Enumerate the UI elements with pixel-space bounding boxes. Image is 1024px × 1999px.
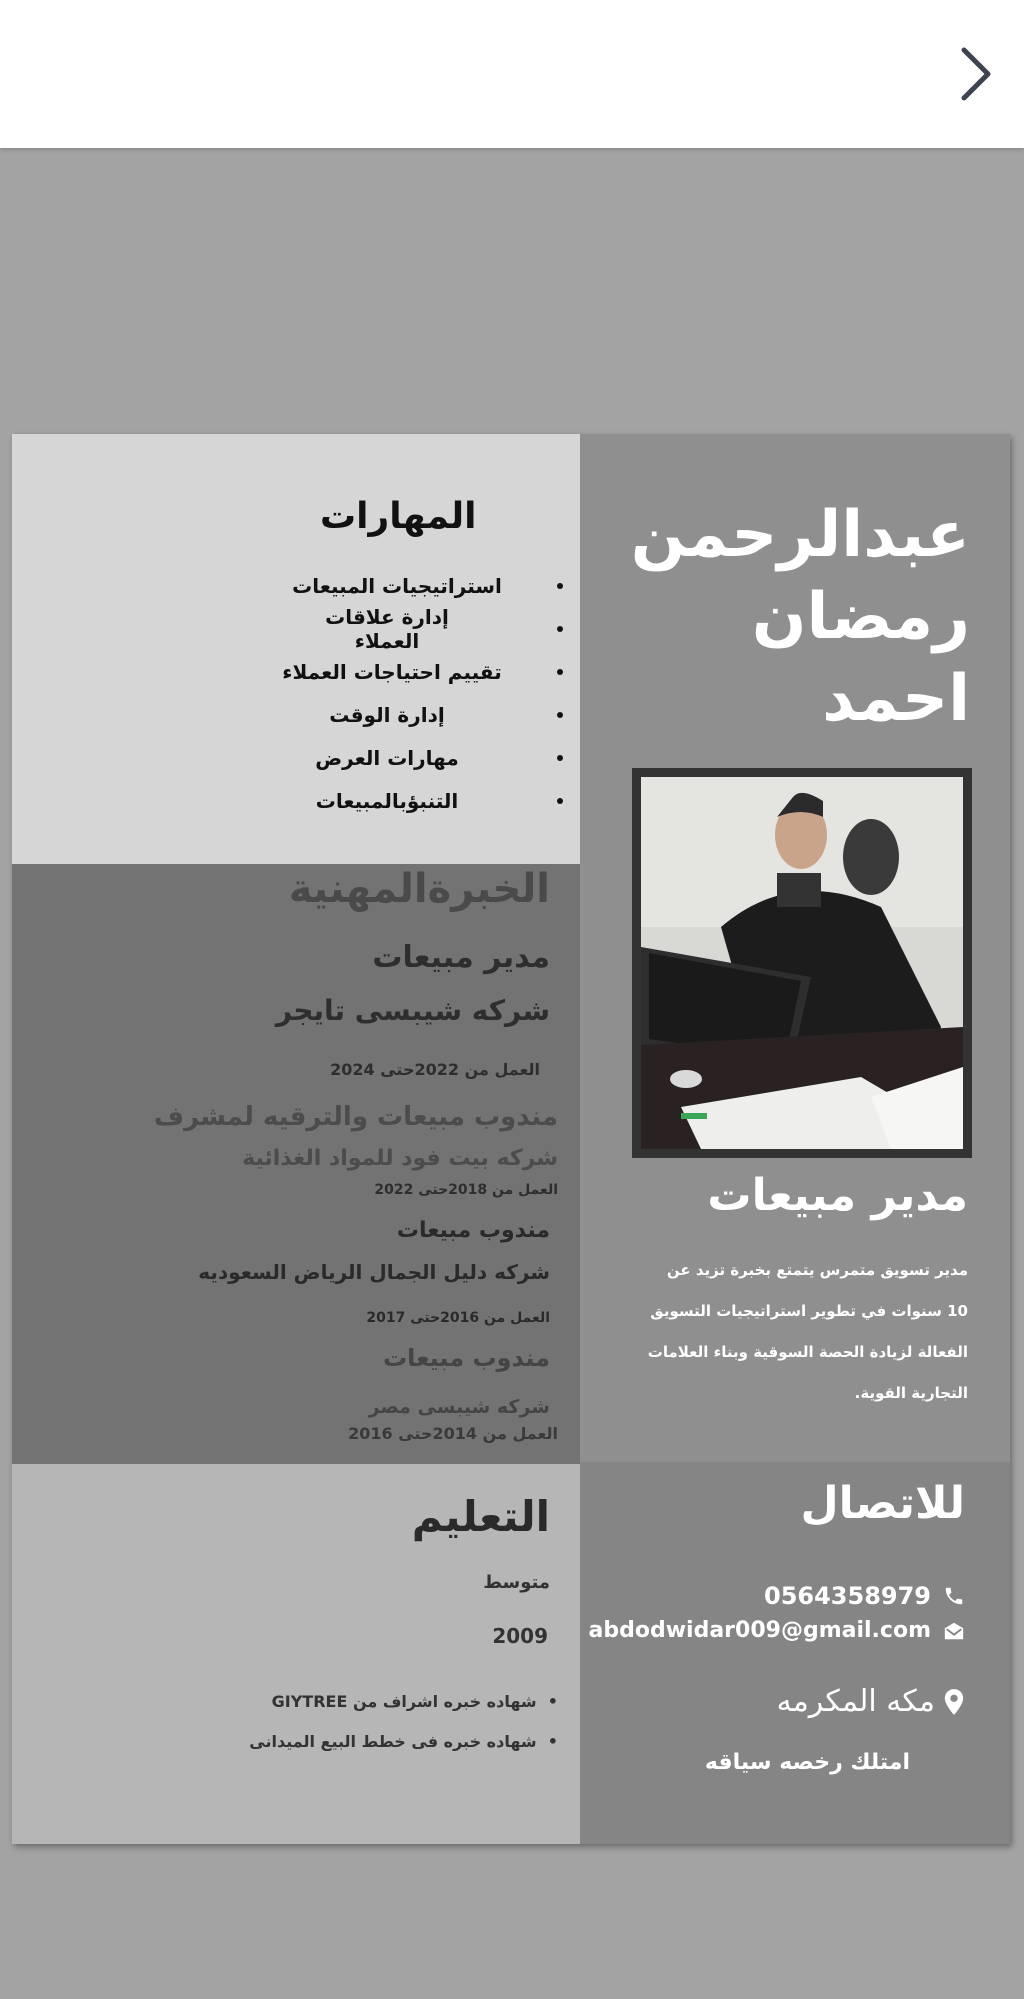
envelope-icon — [943, 1620, 965, 1642]
experience-heading: الخبرةالمهنية — [288, 866, 550, 912]
experience-period: العمل من 2022حتى 2024 — [330, 1060, 540, 1079]
contact-phone — [764, 1582, 965, 1610]
experience-period: العمل من 2016حتى 2017 — [366, 1310, 550, 1326]
contact-email — [589, 1618, 965, 1643]
experience-period: العمل من 2018حتى 2022 — [374, 1182, 558, 1198]
contact-location — [777, 1684, 965, 1719]
experience-role: مندوب مبيعات — [396, 1218, 550, 1243]
chevron-right-icon — [956, 44, 996, 104]
education-year: 2009 — [492, 1624, 548, 1648]
bullet — [557, 712, 563, 718]
education-level: متوسط — [483, 1572, 550, 1593]
certificate-label: شهاده خبره فى خطط البيع الميدانى — [249, 1732, 537, 1751]
skills-section — [12, 434, 580, 864]
bullet-icon: • — [536, 1692, 558, 1711]
name-line: رمضان — [751, 580, 970, 654]
summary-line: مدير تسويق متمرس يتمتع بخبرة تزيد عن — [666, 1261, 968, 1279]
contact-heading: للاتصال — [800, 1478, 965, 1529]
name-line: احمد — [822, 662, 970, 736]
contact-section — [580, 1462, 1010, 1844]
certificate-item — [249, 1732, 558, 1751]
education-heading: التعليم — [411, 1492, 550, 1541]
name-line: عبدالرحمن — [630, 498, 970, 572]
education-section — [12, 1464, 580, 1844]
email-address[interactable]: abdodwidar009@gmail.com — [588, 1618, 931, 1643]
skill-label: مهارات العرض — [315, 746, 459, 770]
next-page-button[interactable] — [946, 38, 1006, 110]
resume-page — [12, 434, 1010, 1844]
profile-photo-image — [641, 777, 963, 1149]
skill-label: إدارة علاقات العملاء — [325, 605, 449, 653]
experience-section — [12, 864, 580, 1464]
candidate-name — [590, 494, 970, 740]
phone-number[interactable]: 0564358979 — [764, 1582, 931, 1610]
certificate-item — [272, 1692, 558, 1711]
summary-line: 10 سنوات في تطوير استراتيجيات التسويق — [650, 1302, 968, 1320]
location-pin-icon — [943, 1688, 965, 1716]
skill-label: استراتيجيات المبيعات — [292, 574, 502, 598]
bullet — [557, 669, 563, 675]
bullet-icon: • — [536, 1732, 558, 1751]
experience-period: العمل من 2014حتى 2016 — [348, 1424, 558, 1443]
skill-label: تقييم احتياجات العملاء — [282, 660, 502, 684]
driving-license: امتلك رخصه سياقه — [704, 1750, 910, 1775]
phone-icon — [943, 1585, 965, 1607]
summary-line: الفعالة لزيادة الحصة السوقية وبناء العلامات — [647, 1343, 968, 1361]
experience-role: مندوب مبيعات والترقيه لمشرف — [153, 1102, 558, 1132]
experience-company: شركه بيت فود للمواد الغذائية — [242, 1146, 558, 1171]
location-text: مكه المكرمه — [776, 1684, 935, 1719]
experience-company: شركه شيبسى تايجر — [275, 994, 550, 1027]
job-title: مدير مبيعات — [707, 1170, 968, 1221]
summary-line: التجارية القوية. — [854, 1384, 968, 1402]
bullet — [557, 583, 563, 589]
certificate-label: شهاده خبره اشراف من GIYTREE — [271, 1692, 537, 1711]
profile-summary — [638, 1250, 968, 1414]
bullet — [557, 755, 563, 761]
experience-role: مندوب مبيعات — [382, 1344, 550, 1372]
experience-role: مدير مبيعات — [372, 940, 550, 975]
bullet — [557, 626, 563, 632]
skill-label: التنبؤبالمبيعات — [315, 789, 459, 813]
profile-photo — [632, 768, 972, 1158]
experience-company: شركه شيبسى مصر — [368, 1396, 550, 1418]
skills-heading: المهارات — [320, 496, 477, 537]
skill-label: إدارة الوقت — [329, 703, 445, 727]
bullet — [557, 798, 563, 804]
experience-company: شركه دليل الجمال الرياض السعوديه — [198, 1260, 550, 1284]
viewer-toolbar — [0, 0, 1024, 148]
